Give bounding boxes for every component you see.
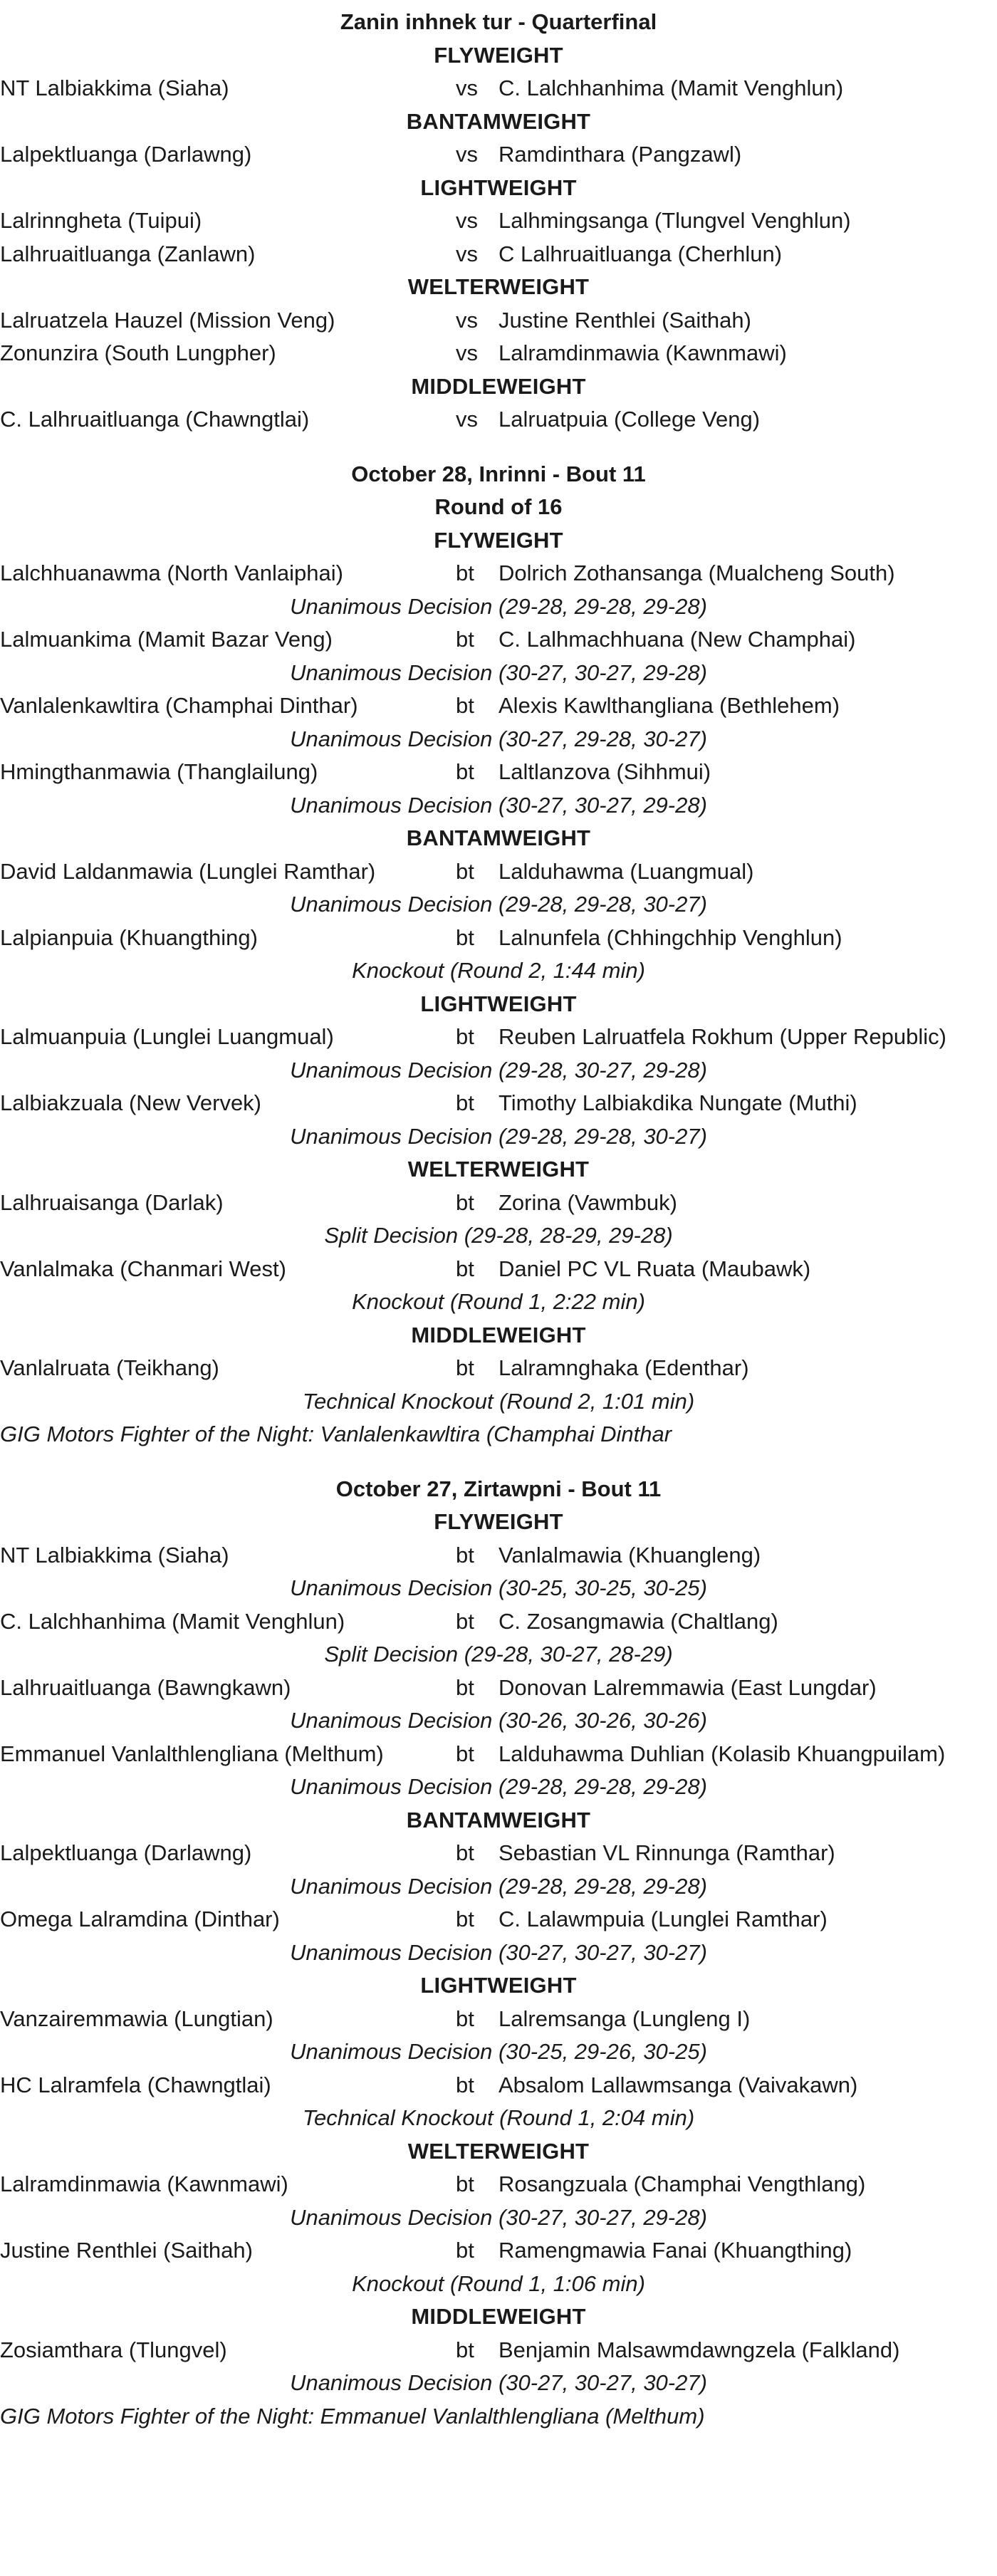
bout-result: Unanimous Decision (30-25, 29-26, 30-25) bbox=[290, 2039, 707, 2064]
winner-name: Lalpianpuia (Khuangthing) bbox=[0, 924, 258, 950]
bout-result: Technical Knockout (Round 2, 1:01 min) bbox=[302, 1388, 695, 1414]
opponent-name: C. Lalawmpuia (Lunglei Ramthar) bbox=[499, 1907, 828, 1931]
bout-row bbox=[0, 756, 997, 789]
opponent-name: Lalnunfela (Chhingchhip Venghlun) bbox=[499, 924, 842, 950]
bout-row bbox=[0, 1087, 997, 1120]
bout-row bbox=[0, 72, 997, 105]
bout-separator: bt bbox=[456, 560, 474, 585]
bout-row bbox=[0, 855, 997, 889]
opponent-name: Vanlalmawia (Khuangleng) bbox=[499, 1542, 761, 1568]
winner-name: Vanzairemmawia (Lungtian) bbox=[0, 2006, 273, 2031]
weight-class-heading: FLYWEIGHT bbox=[434, 1509, 563, 1534]
bout-result: Unanimous Decision (29-28, 29-28, 29-28) bbox=[290, 593, 707, 619]
winner-name: Lalrinngheta (Tuipui) bbox=[0, 208, 202, 233]
bout-result: Unanimous Decision (30-27, 30-27, 29-28) bbox=[290, 659, 707, 685]
bout-separator: bt bbox=[456, 2006, 474, 2031]
winner-name: David Laldanmawia (Lunglei Ramthar) bbox=[0, 858, 376, 884]
bout-row bbox=[0, 1837, 997, 1870]
winner-name: Emmanuel Vanlalthlengliana (Melthum) bbox=[0, 1741, 384, 1766]
section-title: October 28, Inrinni - Bout 11 bbox=[351, 461, 646, 486]
bout-separator: bt bbox=[456, 1355, 474, 1380]
winner-name: Lalhruaisanga (Darlak) bbox=[0, 1189, 224, 1215]
bout-result: Knockout (Round 1, 2:22 min) bbox=[352, 1289, 645, 1314]
winner-name: Zonunzira (South Lungpher) bbox=[0, 340, 276, 365]
opponent-name: Justine Renthlei (Saithah) bbox=[499, 307, 751, 333]
opponent-name: Zorina (Vawmbuk) bbox=[499, 1189, 677, 1215]
bout-separator: bt bbox=[456, 2072, 474, 2097]
winner-name: Lalpektluanga (Darlawng) bbox=[0, 1840, 252, 1865]
opponent-name: Lalduhawma Duhlian (Kolasib Khuangpuilam) bbox=[499, 1741, 946, 1766]
weight-class-heading: LIGHTWEIGHT bbox=[420, 174, 577, 200]
opponent-name: Reuben Lalruatfela Rokhum (Upper Republic) bbox=[499, 1024, 946, 1049]
bout-result: Knockout (Round 1, 1:06 min) bbox=[352, 2270, 645, 2296]
bout-result: Unanimous Decision (30-27, 29-28, 30-27) bbox=[290, 726, 707, 751]
section-subtitle: Round of 16 bbox=[434, 494, 563, 519]
bout-separator: bt bbox=[456, 1674, 474, 1700]
bout-row bbox=[0, 623, 997, 657]
bout-result: Unanimous Decision (29-28, 30-27, 29-28) bbox=[290, 1057, 707, 1083]
bout-separator: bt bbox=[456, 1189, 474, 1215]
bout-result: Unanimous Decision (30-27, 30-27, 30-27) bbox=[290, 2370, 707, 2395]
bout-result: Unanimous Decision (30-27, 30-27, 29-28) bbox=[290, 792, 707, 818]
fighter-of-the-night: GIG Motors Fighter of the Night: Emmanuel Vanlalthlengliana (Melthum) bbox=[0, 2403, 705, 2429]
bout-separator: bt bbox=[456, 1741, 474, 1766]
opponent-name: Dolrich Zothansanga (Mualcheng South) bbox=[499, 560, 895, 585]
bout-separator: bt bbox=[456, 1090, 474, 1115]
bout-result: Unanimous Decision (29-28, 29-28, 30-27) bbox=[290, 892, 707, 917]
winner-name: Lalmuanpuia (Lunglei Luangmual) bbox=[0, 1024, 334, 1049]
opponent-name: Lalramdinmawia (Kawnmawi) bbox=[499, 340, 787, 365]
bout-separator: bt bbox=[456, 627, 474, 652]
bout-separator: vs bbox=[456, 142, 478, 167]
winner-name: Vanlalruata (Teikhang) bbox=[0, 1355, 219, 1380]
bout-separator: vs bbox=[456, 307, 478, 333]
winner-name: Lalpektluanga (Darlawng) bbox=[0, 142, 252, 167]
bout-row bbox=[0, 1253, 997, 1286]
weight-class-heading: FLYWEIGHT bbox=[434, 42, 563, 68]
event-section bbox=[0, 6, 997, 437]
weight-class-heading: MIDDLEWEIGHT bbox=[411, 2304, 586, 2329]
winner-name: NT Lalbiakkima (Siaha) bbox=[0, 75, 229, 100]
bout-result: Unanimous Decision (29-28, 29-28, 29-28) bbox=[290, 1873, 707, 1899]
winner-name: Hmingthanmawia (Thanglailung) bbox=[0, 759, 318, 784]
fighter-of-the-night: GIG Motors Fighter of the Night: Vanlalenkawltira (Champhai Dinthar bbox=[0, 1422, 672, 1446]
winner-name: C. Lalhruaitluanga (Chawngtlai) bbox=[0, 407, 310, 432]
winner-name: Lalmuankima (Mamit Bazar Veng) bbox=[0, 627, 333, 652]
opponent-name: Ramengmawia Fanai (Khuangthing) bbox=[499, 2238, 852, 2263]
bout-row bbox=[0, 1738, 997, 1771]
weight-class-heading: LIGHTWEIGHT bbox=[420, 1973, 577, 1998]
bout-separator: bt bbox=[456, 1542, 474, 1568]
bout-result: Unanimous Decision (29-28, 29-28, 30-27) bbox=[290, 1123, 707, 1149]
bout-separator: bt bbox=[456, 2337, 474, 2362]
winner-name: Lalruatzela Hauzel (Mission Veng) bbox=[0, 307, 335, 333]
bout-row bbox=[0, 1672, 997, 1705]
bout-separator: bt bbox=[456, 924, 474, 950]
bout-separator: vs bbox=[456, 75, 478, 100]
opponent-name: Lalhmingsanga (Tlungvel Venghlun) bbox=[499, 208, 851, 233]
winner-name: Lalhruaitluanga (Bawngkawn) bbox=[0, 1674, 291, 1700]
section-title: Zanin inhnek tur - Quarterfinal bbox=[340, 9, 657, 34]
opponent-name: Lalduhawma (Luangmual) bbox=[499, 858, 754, 884]
winner-name: Zosiamthara (Tlungvel) bbox=[0, 2337, 227, 2362]
bout-result: Split Decision (29-28, 30-27, 28-29) bbox=[324, 1642, 673, 1667]
opponent-name: C. Lalhmachhuana (New Champhai) bbox=[499, 627, 856, 652]
winner-name: Lalchhuanawma (North Vanlaiphai) bbox=[0, 560, 343, 585]
weight-class-heading: BANTAMWEIGHT bbox=[406, 108, 591, 134]
bout-separator: bt bbox=[456, 1907, 474, 1931]
bout-row bbox=[0, 204, 997, 238]
opponent-name: Timothy Lalbiakdika Nungate (Muthi) bbox=[499, 1090, 857, 1115]
opponent-name: Lalruatpuia (College Veng) bbox=[499, 407, 761, 432]
bout-row bbox=[0, 403, 997, 437]
opponent-name: Donovan Lalremmawia (East Lungdar) bbox=[499, 1674, 877, 1700]
bout-row bbox=[0, 2234, 997, 2268]
bout-row bbox=[0, 1021, 997, 1054]
opponent-name: Ramdinthara (Pangzawl) bbox=[499, 142, 742, 167]
winner-name: Vanlalmaka (Chanmari West) bbox=[0, 1256, 286, 1281]
opponent-name: Rosangzuala (Champhai Vengthlang) bbox=[499, 2171, 866, 2196]
weight-class-heading: LIGHTWEIGHT bbox=[420, 991, 577, 1016]
bout-row bbox=[0, 922, 997, 955]
bout-row bbox=[0, 1539, 997, 1573]
winner-name: Lalbiakzuala (New Vervek) bbox=[0, 1090, 262, 1115]
event-section bbox=[0, 458, 997, 1451]
bout-separator: bt bbox=[456, 759, 474, 784]
bout-separator: bt bbox=[456, 1608, 474, 1634]
bout-separator: vs bbox=[456, 340, 478, 365]
bout-row bbox=[0, 2168, 997, 2201]
opponent-name: Lalramnghaka (Edenthar) bbox=[499, 1355, 749, 1380]
bout-separator: bt bbox=[456, 2171, 474, 2196]
winner-name: Omega Lalramdina (Dinthar) bbox=[0, 1907, 280, 1931]
bout-result: Unanimous Decision (30-27, 30-27, 29-28) bbox=[290, 2204, 707, 2230]
bout-result: Unanimous Decision (30-25, 30-25, 30-25) bbox=[290, 1575, 707, 1600]
bout-row bbox=[0, 138, 997, 172]
bout-row bbox=[0, 337, 997, 370]
opponent-name: Lalremsanga (Lungleng I) bbox=[499, 2006, 751, 2031]
opponent-name: C. Lalchhanhima (Mamit Venghlun) bbox=[499, 75, 844, 100]
winner-name: Lalramdinmawia (Kawnmawi) bbox=[0, 2171, 288, 2196]
opponent-name: Benjamin Malsawmdawngzela (Falkland) bbox=[499, 2337, 900, 2362]
bout-separator: bt bbox=[456, 858, 474, 884]
opponent-name: Daniel PC VL Ruata (Maubawk) bbox=[499, 1256, 811, 1281]
bout-row bbox=[0, 2069, 997, 2102]
winner-name: NT Lalbiakkima (Siaha) bbox=[0, 1542, 229, 1568]
weight-class-heading: MIDDLEWEIGHT bbox=[411, 373, 586, 399]
bout-result: Unanimous Decision (30-27, 30-27, 30-27) bbox=[290, 1939, 707, 1965]
winner-name: Vanlalenkawltira (Champhai Dinthar) bbox=[0, 693, 358, 718]
bout-separator: bt bbox=[456, 1840, 474, 1865]
bout-row bbox=[0, 2003, 997, 2036]
bout-separator: vs bbox=[456, 407, 478, 432]
section-title: October 27, Zirtawpni - Bout 11 bbox=[335, 1476, 662, 1501]
bout-separator: bt bbox=[456, 1256, 474, 1281]
bout-result: Technical Knockout (Round 1, 2:04 min) bbox=[302, 2105, 695, 2130]
weight-class-heading: BANTAMWEIGHT bbox=[406, 1807, 591, 1832]
bout-separator: bt bbox=[456, 693, 474, 718]
bout-row bbox=[0, 2334, 997, 2367]
opponent-name: Absalom Lallawmsanga (Vaivakawn) bbox=[499, 2072, 858, 2097]
winner-name: Lalhruaitluanga (Zanlawn) bbox=[0, 241, 256, 266]
bout-row bbox=[0, 1187, 997, 1220]
winner-name: C. Lalchhanhima (Mamit Venghlun) bbox=[0, 1608, 345, 1634]
event-section bbox=[0, 1473, 997, 2434]
opponent-name: Sebastian VL Rinnunga (Ramthar) bbox=[499, 1840, 835, 1865]
bout-row bbox=[0, 1605, 997, 1639]
bout-result: Split Decision (29-28, 28-29, 29-28) bbox=[324, 1223, 673, 1248]
weight-class-heading: MIDDLEWEIGHT bbox=[411, 1322, 586, 1347]
winner-name: Justine Renthlei (Saithah) bbox=[0, 2238, 253, 2263]
weight-class-heading: WELTERWEIGHT bbox=[407, 2138, 590, 2164]
weight-class-heading: WELTERWEIGHT bbox=[407, 1157, 590, 1182]
opponent-name: C Lalhruaitluanga (Cherhlun) bbox=[499, 241, 783, 266]
bout-result: Unanimous Decision (29-28, 29-28, 29-28) bbox=[290, 1774, 707, 1799]
weight-class-heading: BANTAMWEIGHT bbox=[406, 825, 591, 850]
bout-row bbox=[0, 1903, 997, 1936]
bout-separator: bt bbox=[456, 2238, 474, 2263]
weight-class-heading: FLYWEIGHT bbox=[434, 527, 563, 553]
opponent-name: Alexis Kawlthangliana (Bethlehem) bbox=[499, 693, 840, 718]
bout-result: Knockout (Round 2, 1:44 min) bbox=[352, 958, 645, 983]
bout-row bbox=[0, 238, 997, 271]
bout-separator: bt bbox=[456, 1024, 474, 1049]
bout-result: Unanimous Decision (30-26, 30-26, 30-26) bbox=[290, 1708, 707, 1733]
winner-name: HC Lalramfela (Chawngtlai) bbox=[0, 2072, 271, 2097]
bout-row bbox=[0, 1352, 997, 1385]
bout-row bbox=[0, 557, 997, 590]
bout-separator: vs bbox=[456, 208, 478, 233]
weight-class-heading: WELTERWEIGHT bbox=[407, 274, 590, 299]
opponent-name: C. Zosangmawia (Chaltlang) bbox=[499, 1608, 778, 1634]
bout-separator: vs bbox=[456, 241, 478, 266]
opponent-name: Laltlanzova (Sihhmui) bbox=[499, 759, 711, 784]
bout-row bbox=[0, 689, 997, 723]
bout-row bbox=[0, 304, 997, 338]
